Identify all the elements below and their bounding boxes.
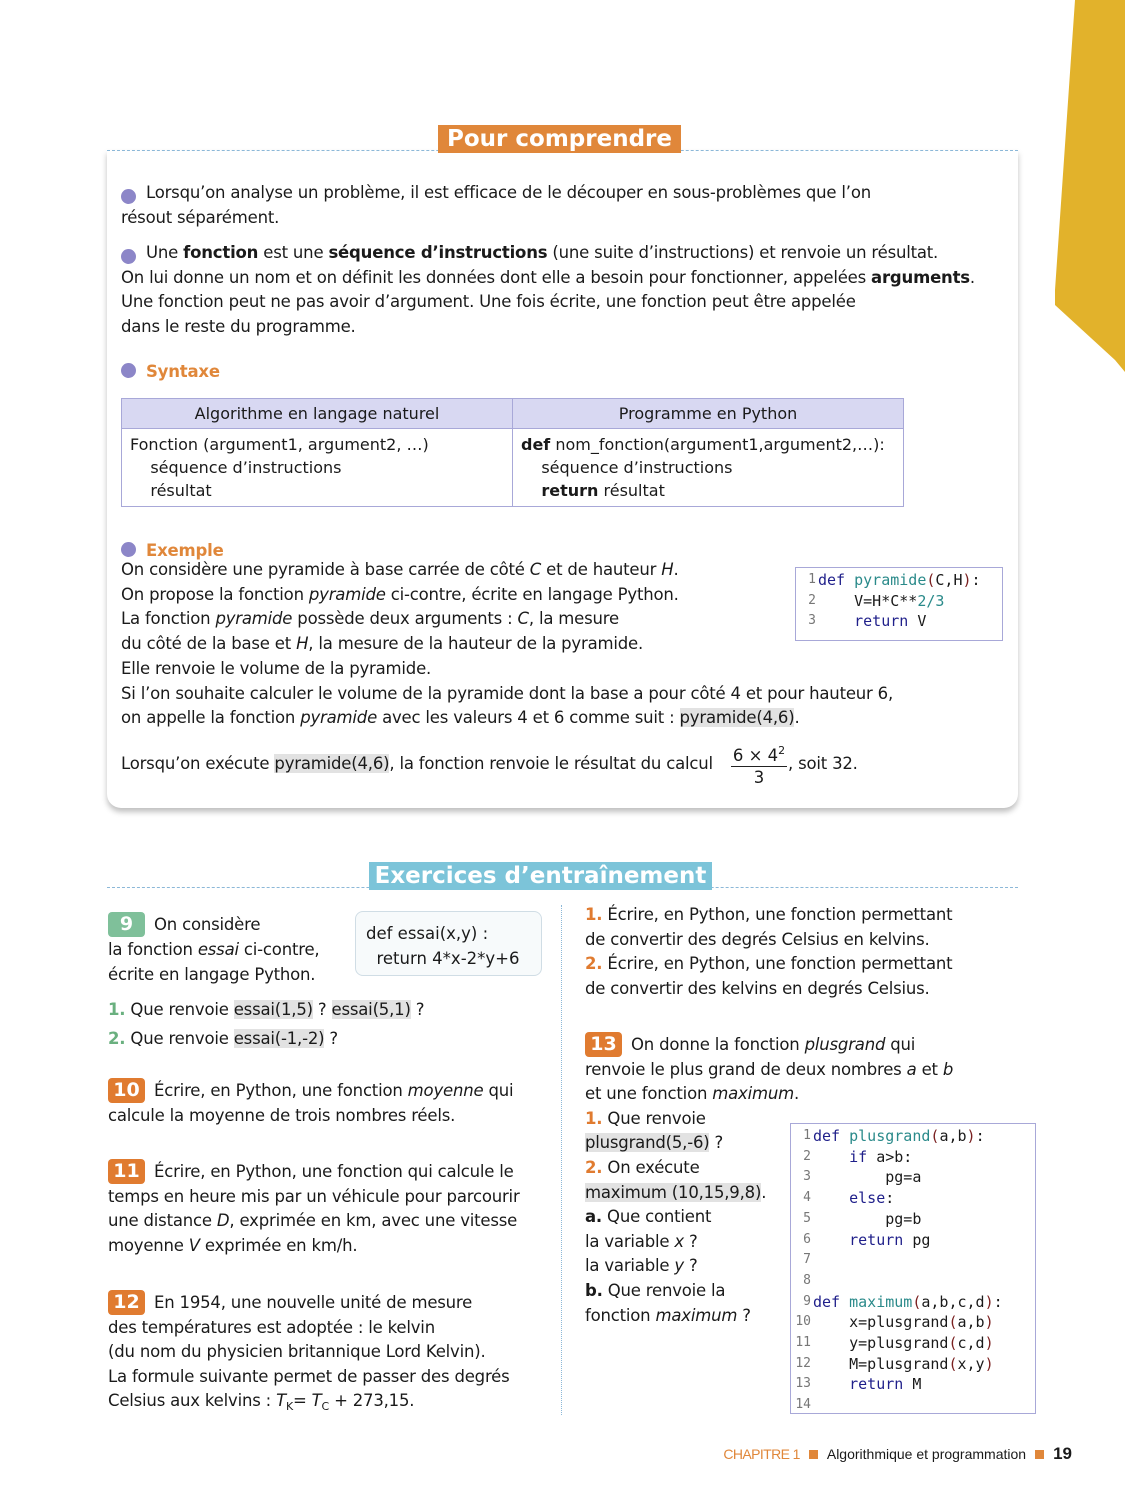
text-line — [121, 684, 893, 704]
result-text: , soit 32. — [788, 754, 858, 773]
text-segment: arguments — [871, 267, 970, 287]
text-segment: maximum (10,15,9,8) — [585, 1182, 762, 1202]
code-line — [795, 1167, 1031, 1188]
text-segment: . — [673, 560, 679, 579]
code-line — [795, 1126, 1031, 1147]
bullet-icon — [121, 249, 136, 264]
text-segment: a. — [585, 1207, 603, 1227]
text-line — [108, 1187, 520, 1207]
text-segment: on appelle la fonction — [121, 708, 301, 728]
cell-line — [521, 433, 895, 456]
text-segment: pyramide — [300, 708, 378, 728]
cell-line: Fonction (argument1, argument2, …) — [130, 435, 429, 454]
text-segment: V — [188, 1236, 200, 1256]
text-line — [631, 1035, 915, 1055]
line-number: 13 — [795, 1376, 811, 1392]
text-segment: Écrire, en Python, une fonction permettant — [602, 954, 953, 974]
code-pyramide — [795, 567, 1003, 641]
text-segment: On considère — [154, 915, 261, 934]
text-segment: ci-contre, — [238, 940, 320, 959]
line-number: 10 — [795, 1314, 811, 1330]
text-line — [585, 1133, 723, 1153]
text-segment: T — [311, 1391, 322, 1411]
text-segment: maximum — [712, 1084, 795, 1104]
footer-chapter: CHAPITRE 1 — [723, 1446, 800, 1462]
code-text: return pg — [813, 1230, 931, 1249]
text-line — [585, 954, 952, 974]
text-segment: On donne la fonction — [631, 1035, 805, 1054]
text-segment: résultat — [598, 481, 665, 500]
code-text: def plusgrand(a,b): — [813, 1127, 985, 1145]
text-segment: qui — [483, 1081, 514, 1100]
text-segment: ? — [410, 1000, 425, 1019]
code-line — [795, 1333, 1031, 1354]
text-segment: La fonction — [121, 609, 216, 629]
text-segment: des températures est adoptée : le kelvin — [108, 1317, 435, 1337]
text-segment: ? — [324, 1029, 338, 1048]
text-line — [146, 243, 938, 263]
code-line — [795, 1209, 1031, 1230]
code-line — [795, 1250, 1031, 1271]
page-number: 19 — [1053, 1444, 1072, 1463]
exercise-badge-10: 10 — [108, 1078, 145, 1103]
text-segment: et — [916, 1059, 943, 1079]
text-segment: Que renvoie la — [602, 1281, 726, 1300]
text-line — [108, 1211, 517, 1231]
text-line — [585, 1256, 698, 1276]
code-line — [795, 1312, 1031, 1333]
text-segment: une distance — [108, 1211, 217, 1231]
text-segment: H — [661, 560, 674, 579]
text-segment: Que renvoie — [125, 1029, 234, 1048]
code-line: return 4*x-2*y+6 — [366, 949, 520, 968]
text-segment: moyenne — [108, 1236, 189, 1256]
code-essai — [355, 911, 542, 976]
text-segment: ? — [737, 1305, 751, 1325]
text-line — [585, 1158, 700, 1178]
text-line — [154, 1293, 472, 1313]
text-segment: renvoie le plus grand de deux nombres — [585, 1059, 907, 1079]
text-segment: fonction — [585, 1305, 656, 1325]
text-line — [121, 708, 800, 728]
line-number: 1 — [808, 572, 816, 587]
table-cell-python — [513, 429, 904, 507]
text-line — [121, 609, 619, 629]
code-line — [800, 611, 998, 632]
footer-square-icon — [1035, 1450, 1044, 1459]
code-text: else: — [813, 1189, 895, 1208]
text-segment: fonction — [183, 243, 259, 262]
table-header: Programme en Python — [513, 399, 904, 429]
text-line — [585, 1207, 711, 1227]
text-segment: La formule suivante permet de passer des degrés — [108, 1366, 510, 1386]
exercise-badge-11: 11 — [108, 1159, 145, 1184]
line-number: 2 — [808, 592, 816, 608]
text-segment: 2. — [108, 1029, 126, 1048]
text-segment: exprimée en km/h. — [199, 1236, 358, 1256]
example-label: Exemple — [146, 541, 224, 560]
line-number: 14 — [795, 1397, 811, 1413]
bullet-icon — [121, 189, 136, 204]
code-text: return M — [813, 1375, 922, 1394]
code-plusgrand-maximum — [790, 1123, 1036, 1414]
line-number: 8 — [803, 1272, 811, 1288]
text-segment: possède deux arguments : — [292, 609, 518, 629]
text-segment: plusgrand(5,-6) — [585, 1133, 710, 1153]
text-segment: nom_fonction(argument1,argument2,…): — [550, 435, 885, 454]
table-cell-natural — [122, 429, 513, 507]
code-text: M=plusgrand(x,y) — [813, 1354, 994, 1373]
bullet-icon — [121, 542, 136, 557]
text-segment: D — [216, 1211, 230, 1231]
text-line — [121, 585, 679, 605]
text-line — [121, 560, 679, 580]
fraction-exponent: 2 — [778, 744, 786, 757]
cell-line: résultat — [130, 481, 212, 500]
code-line — [795, 1292, 1031, 1313]
text-segment: pyramide — [308, 584, 386, 604]
text-line — [121, 268, 975, 288]
text-segment: Celsius aux kelvins : — [108, 1391, 277, 1411]
text-segment: la variable — [585, 1256, 675, 1276]
text-segment: pyramide — [215, 609, 293, 629]
syntax-table — [121, 398, 904, 507]
text-segment: return — [541, 481, 599, 500]
text-segment: a — [906, 1059, 917, 1079]
text-segment: 2. — [585, 954, 603, 974]
text-line — [585, 1060, 953, 1080]
exercise-9-question-1 — [108, 1000, 424, 1020]
text-segment: de convertir des kelvins en degrés Celsius. — [585, 979, 930, 999]
section-title-pour-comprendre: Pour comprendre — [438, 125, 681, 153]
text-segment: essai — [197, 940, 239, 959]
text-segment: temps en heure mis par un véhicule pour parcourir — [108, 1186, 520, 1206]
text-line — [108, 1342, 486, 1362]
code-line: def essai(x,y) : — [366, 924, 489, 943]
text-line — [146, 183, 871, 203]
text-segment: def — [521, 435, 551, 454]
code-text: if a>b: — [813, 1147, 913, 1166]
text-segment: ? — [683, 1256, 698, 1276]
text-segment: On exécute — [602, 1158, 700, 1177]
text-line — [154, 1162, 514, 1182]
text-segment: plusgrand — [804, 1035, 886, 1054]
text-segment: . — [794, 1084, 800, 1104]
text-line — [585, 1084, 799, 1104]
code-line — [795, 1188, 1031, 1209]
text-line — [121, 208, 279, 228]
text-segment: pyramide(4,6) — [274, 754, 390, 773]
text-segment: la variable — [585, 1231, 675, 1251]
line-number: 1 — [803, 1128, 811, 1143]
text-segment: , exprimée en km, avec une vitesse — [229, 1211, 518, 1231]
text-segment: b — [942, 1059, 954, 1079]
section-title-exercices: Exercices d’entraînement — [369, 862, 712, 890]
text-segment: On lui donne un nom et on définit les données dont elle a besoin pour fonctionner, appelées — [121, 267, 872, 287]
text-segment: 1. — [108, 1000, 126, 1019]
footer-title: Algorithmique et programmation — [826, 1446, 1027, 1462]
exec-line — [121, 754, 713, 774]
text-segment: dans le reste du programme. — [121, 316, 356, 336]
fraction-numerator: 6 × 4 — [732, 746, 779, 765]
text-segment: qui — [885, 1035, 916, 1054]
text-segment: séquence d’instructions — [521, 458, 733, 477]
text-segment: On propose la fonction — [121, 584, 309, 604]
text-segment: Si l’on souhaite calculer le volume de la pyramide dont la base a pour côté 4 et pour hauteur 6, — [121, 683, 894, 703]
text-segment: Une — [146, 243, 184, 262]
text-segment: la fonction — [108, 940, 198, 959]
text-segment: 2. — [585, 1158, 603, 1177]
code-line — [795, 1230, 1031, 1251]
text-segment: . — [794, 708, 800, 728]
text-segment: , la fonction renvoie le résultat du calcul — [389, 754, 713, 773]
code-text: def maximum(a,b,c,d): — [813, 1292, 1003, 1311]
text-segment: ? — [709, 1133, 724, 1153]
text-segment: H — [296, 634, 309, 654]
text-line — [108, 1391, 414, 1417]
text-segment — [521, 481, 541, 500]
text-segment: ci-contre, écrite en langage Python. — [385, 584, 679, 604]
code-line — [800, 591, 998, 612]
text-line — [154, 1081, 513, 1101]
text-line — [154, 915, 260, 935]
text-segment: du côté de la base et — [121, 634, 297, 654]
text-line — [585, 1281, 725, 1301]
text-segment: Elle renvoie le volume de la pyramide. — [121, 658, 432, 678]
fraction-denominator: 3 — [753, 768, 765, 787]
code-text: return V — [818, 612, 927, 631]
text-segment: Que contient — [602, 1207, 712, 1227]
code-text: V=H*C**2/3 — [818, 591, 945, 610]
text-segment: et de hauteur — [541, 560, 662, 579]
text-segment: Lorsqu’on exécute — [121, 754, 275, 773]
text-segment: C — [529, 560, 542, 579]
text-segment: est une — [258, 243, 329, 262]
table-header: Algorithme en langage naturel — [122, 399, 513, 429]
text-segment: essai(-1,-2) — [233, 1029, 325, 1048]
chapter-side-tab — [1055, 0, 1125, 372]
text-segment: Que renvoie — [125, 1000, 234, 1019]
text-segment: = — [292, 1391, 312, 1411]
text-segment: pyramide(4,6) — [679, 708, 795, 728]
column-divider — [561, 905, 562, 1415]
text-line — [108, 940, 319, 960]
bullet-icon — [121, 363, 136, 378]
text-line — [121, 659, 431, 679]
text-segment: moyenne — [407, 1081, 484, 1100]
text-segment: ? — [312, 1000, 332, 1019]
line-number: 11 — [795, 1335, 811, 1351]
text-segment: (du nom du physicien britannique Lord Kelvin). — [108, 1342, 486, 1362]
line-number: 12 — [795, 1355, 811, 1371]
text-segment: Écrire, en Python, une fonction qui calcule le — [154, 1162, 514, 1181]
text-segment: . — [969, 267, 975, 287]
code-line — [795, 1395, 1031, 1416]
text-segment: maximum — [655, 1305, 738, 1325]
text-segment: 1. — [585, 905, 603, 924]
text-segment: En 1954, une nouvelle unité de mesure — [154, 1293, 473, 1312]
text-segment: écrite en langage Python. — [108, 965, 316, 984]
code-text: pg=a — [813, 1168, 922, 1187]
exercise-badge-9: 9 — [108, 912, 145, 937]
code-line — [795, 1374, 1031, 1395]
text-segment: de convertir des degrés Celsius en kelvins. — [585, 929, 930, 949]
text-segment: avec les valeurs 4 et 6 comme suit : — [377, 708, 680, 728]
text-line — [108, 1236, 357, 1256]
syntax-label: Syntaxe — [146, 362, 220, 381]
exercise-9-question-2 — [108, 1029, 338, 1049]
line-number: 2 — [803, 1148, 811, 1164]
text-segment: T — [276, 1391, 286, 1411]
cell-line: séquence d’instructions — [130, 458, 342, 477]
text-segment: C — [321, 1400, 330, 1414]
text-line — [585, 979, 930, 999]
code-line — [795, 1147, 1031, 1168]
text-segment: Que renvoie — [602, 1108, 706, 1128]
text-segment: b. — [585, 1281, 603, 1300]
code-line — [800, 570, 998, 591]
text-segment: K — [285, 1400, 293, 1414]
text-segment: Lorsqu’on analyse un problème, il est efficace de le découper en sous-problèmes que l’on — [146, 183, 872, 202]
code-text: def pyramide(C,H): — [818, 571, 981, 589]
text-segment: (une suite d’instructions) et renvoie un résultat. — [547, 243, 939, 262]
exercise-badge-12: 12 — [108, 1290, 145, 1315]
text-line — [585, 930, 930, 950]
text-segment: , la mesure de la hauteur de la pyramide. — [308, 634, 644, 654]
text-segment: , la mesure — [528, 609, 619, 629]
line-number: 6 — [803, 1231, 811, 1247]
footer-square-icon — [809, 1450, 818, 1459]
text-line — [108, 1367, 510, 1387]
text-line — [108, 965, 315, 985]
line-number: 3 — [808, 613, 816, 629]
code-line — [795, 1271, 1031, 1292]
line-number: 5 — [803, 1210, 811, 1226]
text-segment: x — [674, 1231, 684, 1251]
code-text: x=plusgrand(a,b) — [813, 1313, 994, 1332]
text-segment: On considère une pyramide à base carrée de côté — [121, 560, 530, 579]
text-line — [108, 1318, 435, 1338]
text-segment: 1. — [585, 1108, 603, 1128]
text-line — [585, 905, 952, 925]
text-segment: calcule la moyenne de trois nombres réels. — [108, 1106, 456, 1125]
page-footer — [723, 1444, 1072, 1464]
line-number: 7 — [803, 1252, 811, 1268]
text-segment: essai(5,1) — [331, 1000, 411, 1019]
code-text: y=plusgrand(c,d) — [813, 1334, 994, 1353]
text-segment: séquence d’instructions — [328, 243, 548, 262]
cell-line — [521, 456, 895, 479]
text-line — [585, 1306, 751, 1326]
code-line — [795, 1354, 1031, 1375]
text-line — [121, 317, 356, 337]
text-segment: C — [517, 609, 529, 629]
text-segment: essai(1,5) — [233, 1000, 313, 1019]
text-segment: résout séparément. — [121, 207, 280, 227]
text-segment: + 273,15. — [329, 1391, 415, 1411]
text-segment: . — [761, 1182, 767, 1202]
text-segment: Écrire, en Python, une fonction — [154, 1081, 408, 1100]
text-line — [108, 1106, 455, 1126]
text-line — [585, 1109, 706, 1129]
line-number: 9 — [803, 1293, 811, 1309]
code-text: pg=b — [813, 1209, 922, 1228]
text-segment: et une fonction — [585, 1084, 713, 1104]
text-segment: Écrire, en Python, une fonction permettant — [602, 905, 953, 924]
exercise-badge-13: 13 — [585, 1032, 622, 1057]
text-line — [585, 1183, 766, 1203]
text-line — [121, 292, 856, 312]
text-line — [585, 1232, 698, 1252]
text-line — [121, 634, 643, 654]
text-segment: y — [674, 1256, 684, 1276]
line-number: 3 — [803, 1169, 811, 1185]
line-number: 4 — [803, 1190, 811, 1206]
fraction — [731, 741, 787, 789]
text-segment: Une fonction peut ne pas avoir d’argument. Une fois écrite, une fonction peut être appelée — [121, 292, 856, 311]
cell-line — [521, 479, 895, 502]
text-segment: ? — [683, 1231, 698, 1251]
